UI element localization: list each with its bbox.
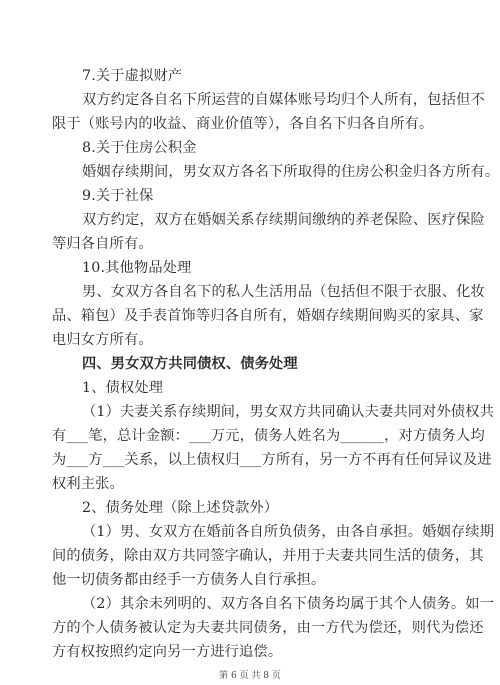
paragraph-line: （2）其余未列明的、双方各自名下债务均属于其个人债务。如一: [82, 596, 495, 612]
heading-virtual-property: 7.关于虚拟财产: [82, 68, 183, 84]
paragraph-line: （1）夫妻关系存续期间，男女双方共同确认夫妻共同对外债权共: [82, 404, 495, 420]
paragraph-line: 他一切债务都由经手一方债务人自行承担。: [52, 572, 326, 588]
paragraph-line: 双方约定，双方在婚姻关系存续期间缴纳的养老保险、医疗保险: [82, 212, 485, 228]
paragraph-line: 方的个人债务被认定为夫妻共同债务，由一方代为偿还，则代为偿还: [52, 620, 484, 636]
paragraph-line: 双方约定各自名下所运营的自媒体账号均归个人所有，包括但不: [82, 92, 485, 108]
paragraph-line: 有___笔，总计金额：___万元，债务人姓名为______，对方债务人均: [52, 428, 485, 444]
paragraph-line: （1）男、女双方在婚前各自所负债务，由各自承担。婚姻存续期: [82, 524, 495, 540]
page-number-footer: 第 6 页 共 8 页: [219, 671, 281, 681]
paragraph-line: 权利主张。: [52, 476, 124, 492]
subheading-claims: 1、债权处理: [82, 380, 164, 396]
heading-social-security: 9.关于社保: [82, 188, 154, 204]
subheading-debts: 2、债务处理（除上述贷款外）: [82, 500, 279, 516]
paragraph-line: 等归各自所有。: [52, 236, 153, 252]
paragraph-line: 为___方___关系，以上债权归___方所有，另一方不再有任何异议及进: [52, 452, 492, 468]
paragraph-line: 婚姻存续期间，男女双方各名下所取得的住房公积金归各方所有。: [82, 164, 500, 180]
paragraph-line: 品、箱包）及手表首饰等归各自所有，婚姻存续期间购买的家具、家: [52, 308, 484, 324]
heading-housing-fund: 8.关于住房公积金: [82, 140, 197, 156]
paragraph-line: 男、女双方各自名下的私人生活用品（包括但不限于衣服、化妆: [82, 284, 485, 300]
paragraph-line: 间的债务，除由双方共同签字确认，并用于夫妻共同生活的债务，其: [52, 548, 484, 564]
section-title-debts: 四、男女双方共同债权、债务处理: [82, 356, 298, 372]
paragraph-line: 电归女方所有。: [52, 332, 153, 348]
paragraph-line: 方有权按照约定向另一方进行追偿。: [52, 644, 283, 660]
heading-other-items: 10.其他物品处理: [82, 260, 192, 276]
paragraph-line: 限于（账号内的收益、商业价值等），各自名下归各自所有。: [52, 116, 434, 132]
